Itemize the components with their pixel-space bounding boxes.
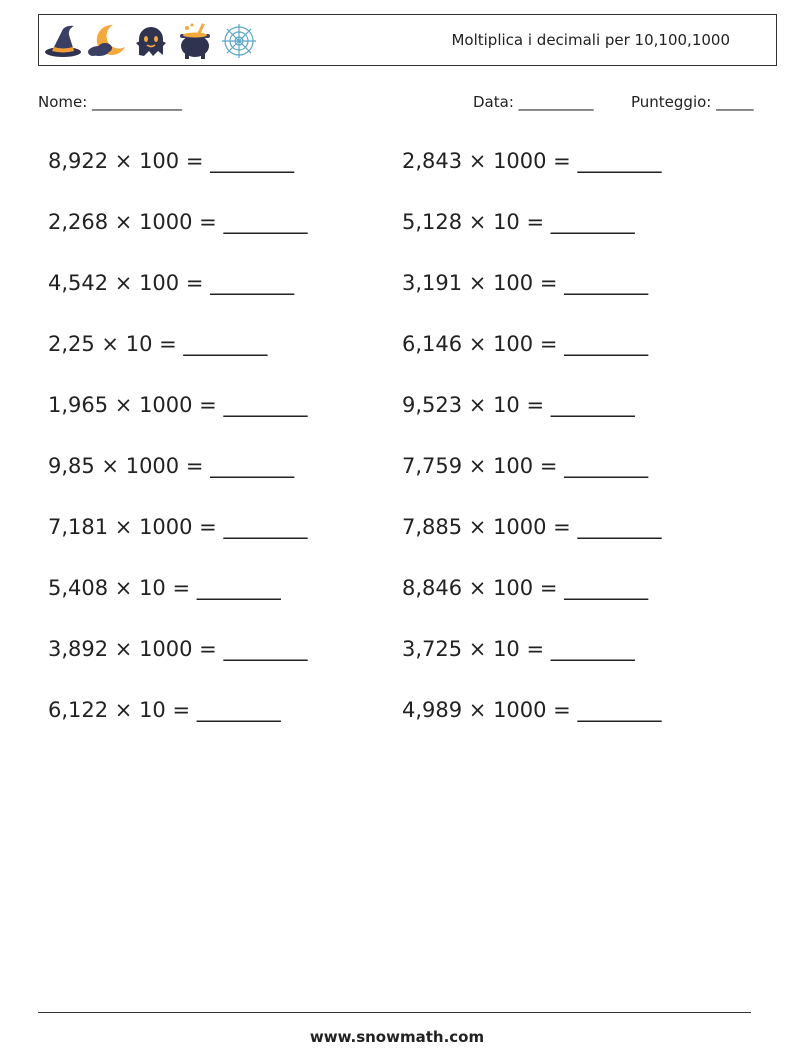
- problem-left-8: 5,408 × 10 = ________: [48, 576, 281, 600]
- problem-right-10: 4,989 × 1000 = ________: [402, 698, 662, 722]
- problem-right-9: 3,725 × 10 = ________: [402, 637, 635, 661]
- problem-right-3: 3,191 × 100 = ________: [402, 271, 649, 295]
- problem-right-8: 8,846 × 100 = ________: [402, 576, 649, 600]
- problem-right-6: 7,759 × 100 = ________: [402, 454, 649, 478]
- problem-left-6: 9,85 × 1000 = ________: [48, 454, 295, 478]
- problem-left-5: 1,965 × 1000 = ________: [48, 393, 308, 417]
- problem-left-1: 8,922 × 100 = ________: [48, 149, 295, 173]
- worksheet-title: Moltiplica i decimali per 10,100,1000: [451, 31, 730, 49]
- problem-left-9: 3,892 × 1000 = ________: [48, 637, 308, 661]
- ghost-icon: [131, 21, 171, 61]
- header-icons: [43, 20, 259, 62]
- name-field-label: Nome: ____________: [38, 93, 183, 111]
- score-field-label: Punteggio: _____: [631, 93, 754, 111]
- problem-right-5: 9,523 × 10 = ________: [402, 393, 635, 417]
- cauldron-icon: [175, 21, 215, 61]
- problem-right-1: 2,843 × 1000 = ________: [402, 149, 662, 173]
- date-field-label: Data: __________: [473, 93, 594, 111]
- problem-right-7: 7,885 × 1000 = ________: [402, 515, 662, 539]
- moon-clouds-icon: [87, 21, 127, 61]
- witch-hat-icon: [43, 21, 83, 61]
- problem-right-2: 5,128 × 10 = ________: [402, 210, 635, 234]
- problem-right-4: 6,146 × 100 = ________: [402, 332, 649, 356]
- problem-left-4: 2,25 × 10 = ________: [48, 332, 268, 356]
- problem-left-3: 4,542 × 100 = ________: [48, 271, 295, 295]
- problem-left-2: 2,268 × 1000 = ________: [48, 210, 308, 234]
- footer-divider: [38, 1012, 751, 1013]
- problem-left-7: 7,181 × 1000 = ________: [48, 515, 308, 539]
- problem-left-10: 6,122 × 10 = ________: [48, 698, 281, 722]
- worksheet-header: [38, 14, 777, 66]
- footer-site: www.snowmath.com: [309, 1028, 485, 1046]
- spider-web-icon: [219, 21, 259, 61]
